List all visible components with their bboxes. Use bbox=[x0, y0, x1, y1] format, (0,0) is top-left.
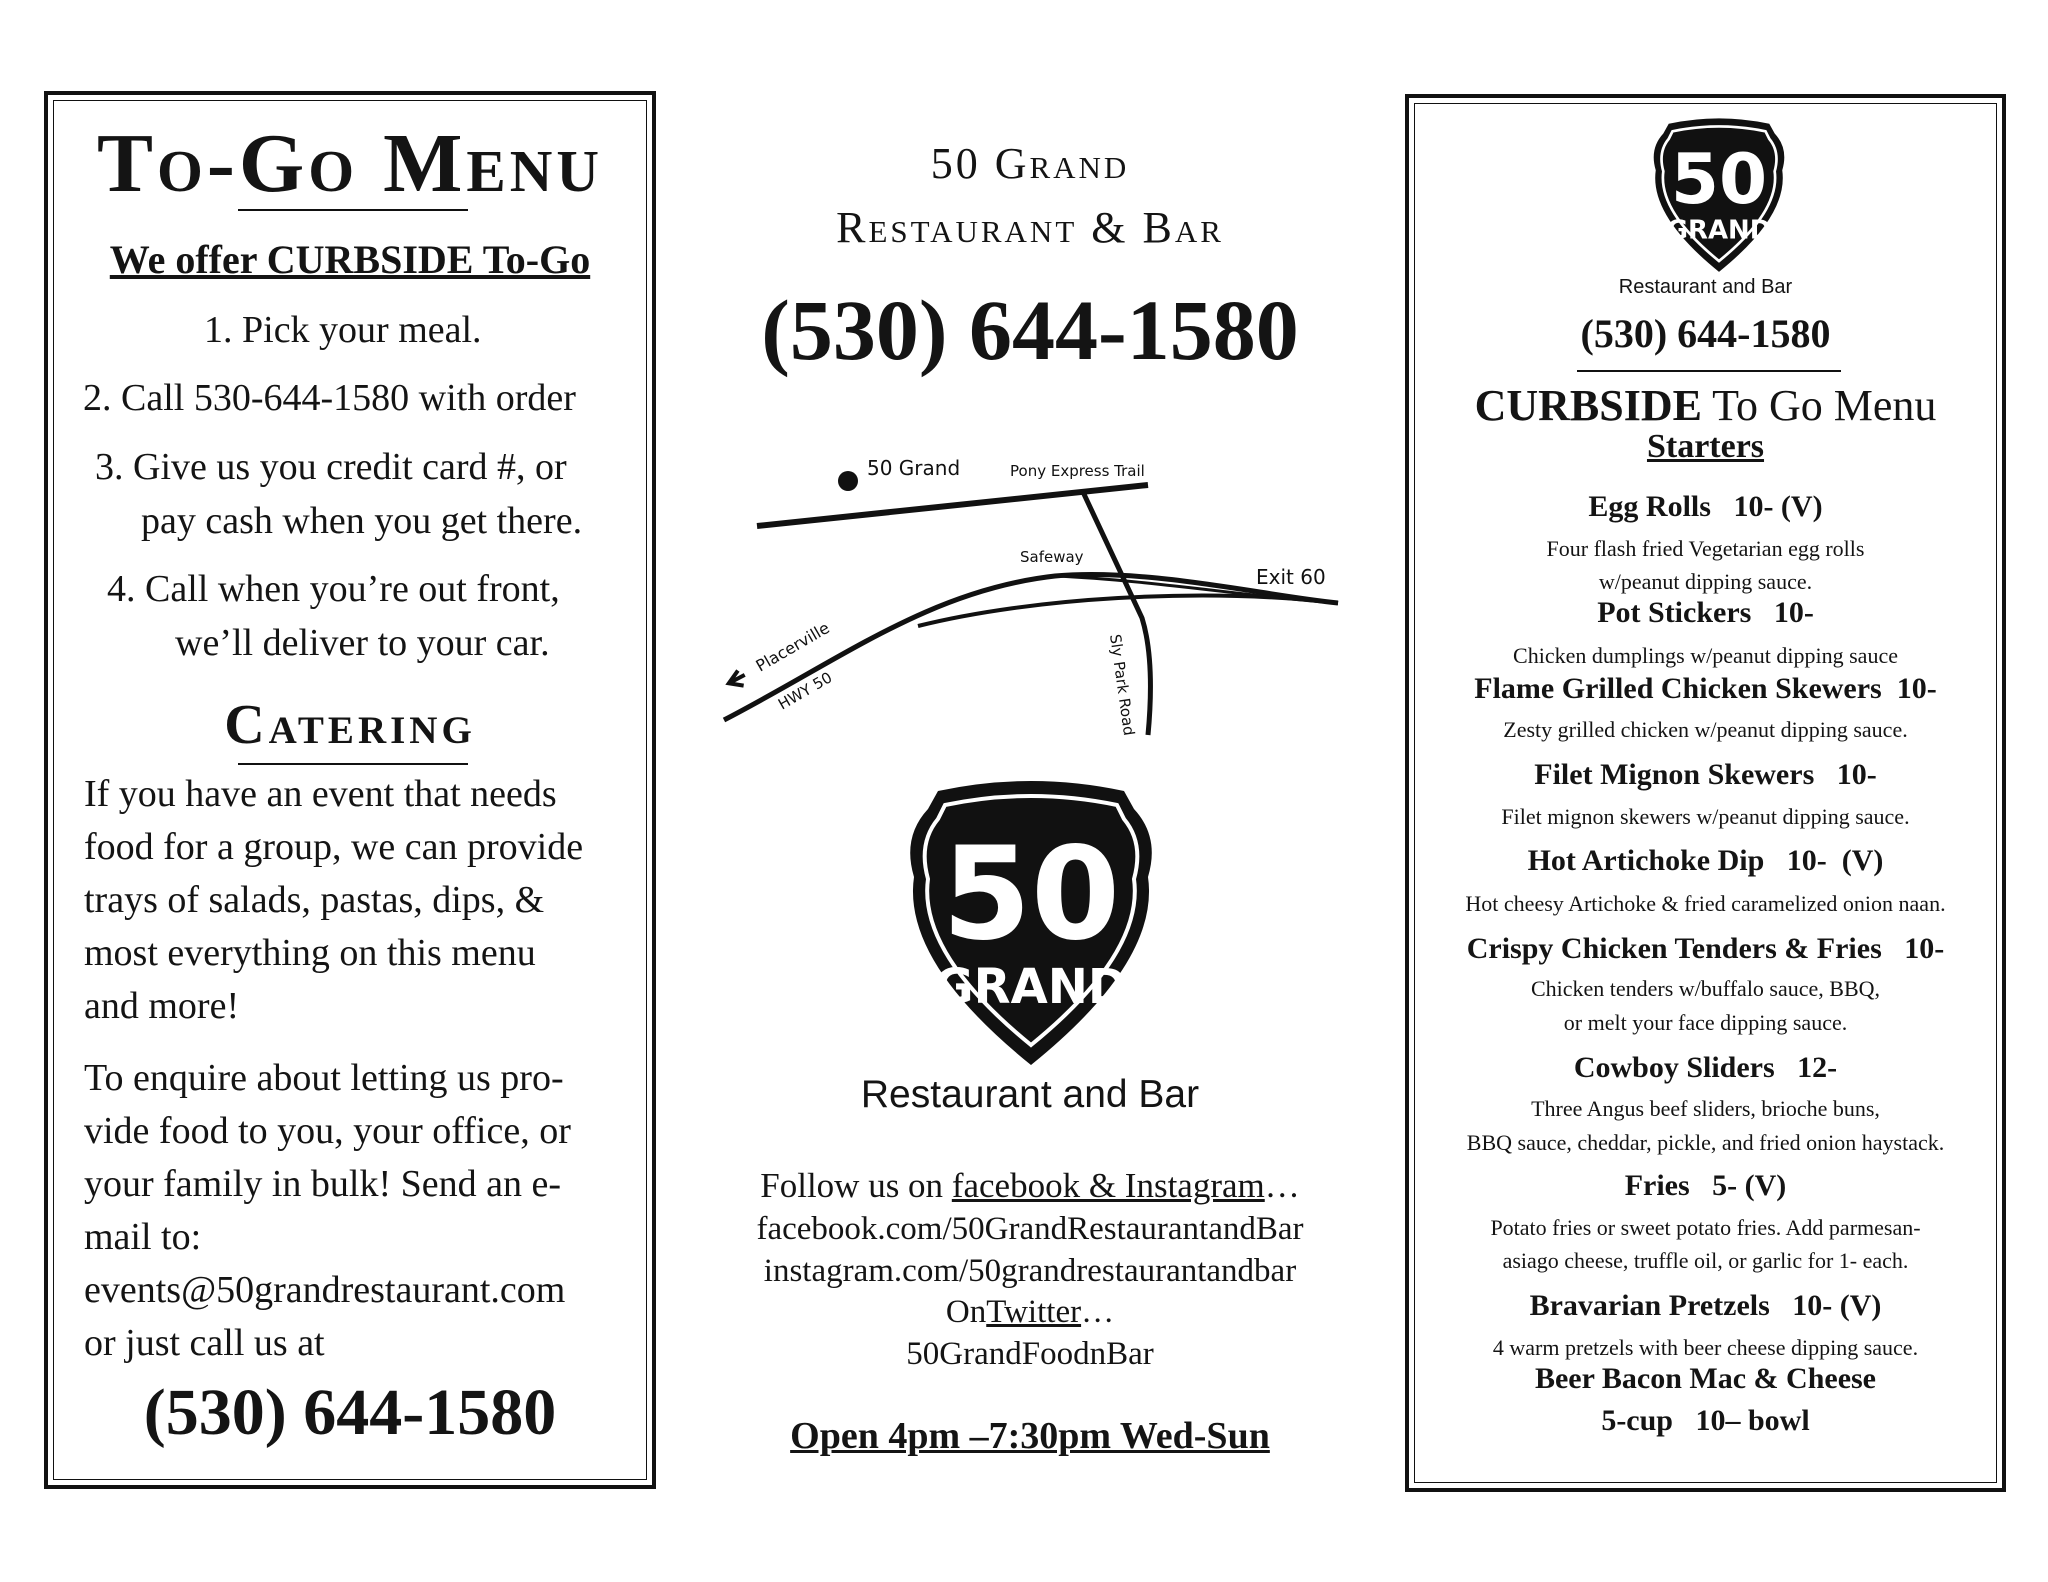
item-description: Three Angus beef sliders, brioche buns, bbox=[1531, 1096, 1880, 1121]
step-text: Call when you’re out front, bbox=[145, 568, 560, 610]
placerville-arrow-icon bbox=[726, 669, 749, 692]
title-divider bbox=[238, 209, 468, 211]
step-3 bbox=[95, 440, 567, 494]
main-phone[interactable]: (530) 644-1580 bbox=[761, 282, 1299, 378]
map-label-safeway: Safeway bbox=[1020, 548, 1084, 566]
catering-line: food for a group, we can provide bbox=[84, 826, 584, 868]
directions-map bbox=[700, 440, 1360, 750]
catering-title: Catering bbox=[224, 694, 476, 756]
to-go-info-panel bbox=[44, 91, 656, 1489]
item-description: Hot cheesy Artichoke & fried caramelized onion naan. bbox=[1465, 891, 1946, 916]
step-1 bbox=[204, 303, 482, 357]
item-description: or melt your face dipping sauce. bbox=[1563, 1010, 1848, 1035]
logo-tagline: Restaurant and Bar bbox=[1618, 276, 1793, 298]
events-email-link[interactable]: events@50grandrestaurant.com bbox=[84, 1269, 566, 1311]
catering-line: and more! bbox=[84, 985, 240, 1027]
item-price: 5-cup 10– bowl bbox=[1601, 1404, 1810, 1437]
phone-divider bbox=[1577, 370, 1841, 372]
step-number: 3. bbox=[95, 446, 124, 488]
menu-heading-rest: To Go Menu bbox=[1701, 381, 1937, 430]
menu-phone[interactable]: (530) 644-1580 bbox=[1580, 311, 1831, 356]
menu-item-artichoke-dip: Hot Artichoke Dip 10- (V) bbox=[1527, 844, 1884, 877]
menu-item-mac-and-cheese: Beer Bacon Mac & Cheese bbox=[1534, 1362, 1876, 1395]
50-grand-location-marker bbox=[838, 471, 858, 491]
item-description: Chicken tenders w/buffalo sauce, BBQ, bbox=[1530, 976, 1881, 1001]
enquire-line: mail to: bbox=[84, 1216, 202, 1258]
catering-line: If you have an event that needs bbox=[84, 773, 557, 815]
menu-item-cowboy-sliders: Cowboy Sliders 12- bbox=[1573, 1051, 1838, 1084]
item-description: Four flash fried Vegetarian egg rolls bbox=[1546, 536, 1865, 561]
follow-suffix: … bbox=[1264, 1166, 1300, 1205]
item-description: Potato fries or sweet potato fries. Add parmesan- bbox=[1490, 1215, 1921, 1240]
step-text: Give us you credit card #, or bbox=[133, 446, 567, 488]
step-number: 1. bbox=[204, 309, 233, 351]
item-description: Chicken dumplings w/peanut dipping sauce bbox=[1513, 643, 1898, 668]
enquire-line: your family in bulk! Send an e- bbox=[84, 1163, 562, 1205]
logo-number: 50 bbox=[1670, 140, 1768, 221]
map-label-50-grand: 50 Grand bbox=[867, 456, 961, 480]
enquire-line: vide food to you, your office, or bbox=[84, 1110, 571, 1152]
enquire-description bbox=[84, 1052, 624, 1370]
map-label-sly-park: Sly Park Road bbox=[1106, 633, 1139, 737]
map-label-exit-60: Exit 60 bbox=[1256, 565, 1326, 589]
menu-heading-bold: CURBSIDE bbox=[1474, 381, 1702, 430]
menu-item-filet-mignon-skewers: Filet Mignon Skewers 10- bbox=[1534, 758, 1877, 791]
section-starters: Starters bbox=[1646, 428, 1765, 465]
step-4-continued: we’ll deliver to your car. bbox=[175, 622, 550, 664]
catering-divider bbox=[238, 763, 468, 765]
step-number: 4. bbox=[107, 568, 136, 610]
to-go-menu-title: To-Go Menu bbox=[97, 117, 603, 210]
menu-item-pretzels: Bravarian Pretzels 10- (V) bbox=[1529, 1289, 1882, 1322]
catering-phone[interactable]: (530) 644-1580 bbox=[143, 1376, 557, 1449]
twitter-link[interactable]: Twitter bbox=[986, 1294, 1082, 1330]
map-label-pony-express: Pony Express Trail bbox=[1010, 462, 1145, 480]
step-number: 2. bbox=[83, 377, 112, 419]
logo-tagline: Restaurant and Bar bbox=[860, 1073, 1200, 1116]
item-description: asiago cheese, truffle oil, or garlic for 1- each. bbox=[1502, 1248, 1909, 1273]
catering-description bbox=[84, 768, 624, 1033]
item-description: Filet mignon skewers w/peanut dipping sauce. bbox=[1501, 804, 1910, 829]
menu-item-fries: Fries 5- (V) bbox=[1624, 1169, 1787, 1202]
twitter-line bbox=[700, 1291, 1360, 1333]
item-description: w/peanut dipping sauce. bbox=[1598, 569, 1813, 594]
twitter-prefix: On bbox=[945, 1294, 987, 1330]
opening-hours: Open 4pm –7:30pm Wed-Sun bbox=[790, 1415, 1270, 1457]
restaurant-name-line2: Restaurant & Bar bbox=[836, 203, 1224, 252]
enquire-line: To enquire about letting us pro- bbox=[84, 1057, 564, 1099]
social-links[interactable]: facebook & Instagram bbox=[951, 1166, 1265, 1205]
enquire-line: or just call us at bbox=[84, 1322, 325, 1364]
curbside-subtitle: We offer CURBSIDE To-Go bbox=[109, 237, 591, 282]
catering-line: trays of salads, pastas, dips, & bbox=[84, 879, 545, 921]
50-grand-highway-shield-logo bbox=[1647, 114, 1791, 274]
item-description: Zesty grilled chicken w/peanut dipping sauce. bbox=[1503, 717, 1908, 742]
catering-line: most everything on this menu bbox=[84, 932, 536, 974]
logo-word: GRAND bbox=[1666, 215, 1772, 246]
step-4 bbox=[107, 562, 560, 616]
menu-item-chicken-tenders: Crispy Chicken Tenders & Fries 10- bbox=[1466, 932, 1945, 965]
step-3-continued: pay cash when you get there. bbox=[141, 500, 583, 542]
step-text: Call 530-644-1580 with order bbox=[121, 377, 576, 419]
menu-heading bbox=[1409, 380, 2002, 431]
instagram-url[interactable]: instagram.com/50grandrestaurantandbar bbox=[763, 1253, 1297, 1289]
twitter-handle[interactable]: 50GrandFoodnBar bbox=[906, 1336, 1154, 1372]
item-description: BBQ sauce, cheddar, pickle, and fried onion haystack. bbox=[1466, 1130, 1945, 1155]
50-grand-highway-shield-logo bbox=[898, 773, 1164, 1069]
menu-item-chicken-skewers: Flame Grilled Chicken Skewers 10- bbox=[1474, 672, 1937, 705]
restaurant-name-line1: 50 Grand bbox=[930, 139, 1130, 188]
follow-prefix: Follow us on bbox=[760, 1166, 952, 1205]
facebook-url[interactable]: facebook.com/50GrandRestaurantandBar bbox=[756, 1211, 1304, 1247]
menu-item-egg-rolls: Egg Rolls 10- (V) bbox=[1588, 490, 1823, 523]
curbside-menu-panel bbox=[1405, 94, 2006, 1492]
map-label-hwy-50: HWY 50 bbox=[775, 668, 836, 714]
step-2 bbox=[83, 371, 576, 425]
logo-number: 50 bbox=[941, 820, 1121, 969]
twitter-suffix: … bbox=[1081, 1294, 1115, 1330]
step-text: Pick your meal. bbox=[242, 309, 482, 351]
map-label-placerville: Placerville bbox=[752, 618, 833, 676]
menu-item-pot-stickers: Pot Stickers 10- bbox=[1597, 596, 1814, 629]
hwy-50-eastbound bbox=[918, 596, 1338, 626]
follow-us-line bbox=[700, 1165, 1360, 1207]
item-description: 4 warm pretzels with beer cheese dipping sauce. bbox=[1492, 1335, 1919, 1360]
logo-word: GRAND bbox=[934, 959, 1128, 1015]
